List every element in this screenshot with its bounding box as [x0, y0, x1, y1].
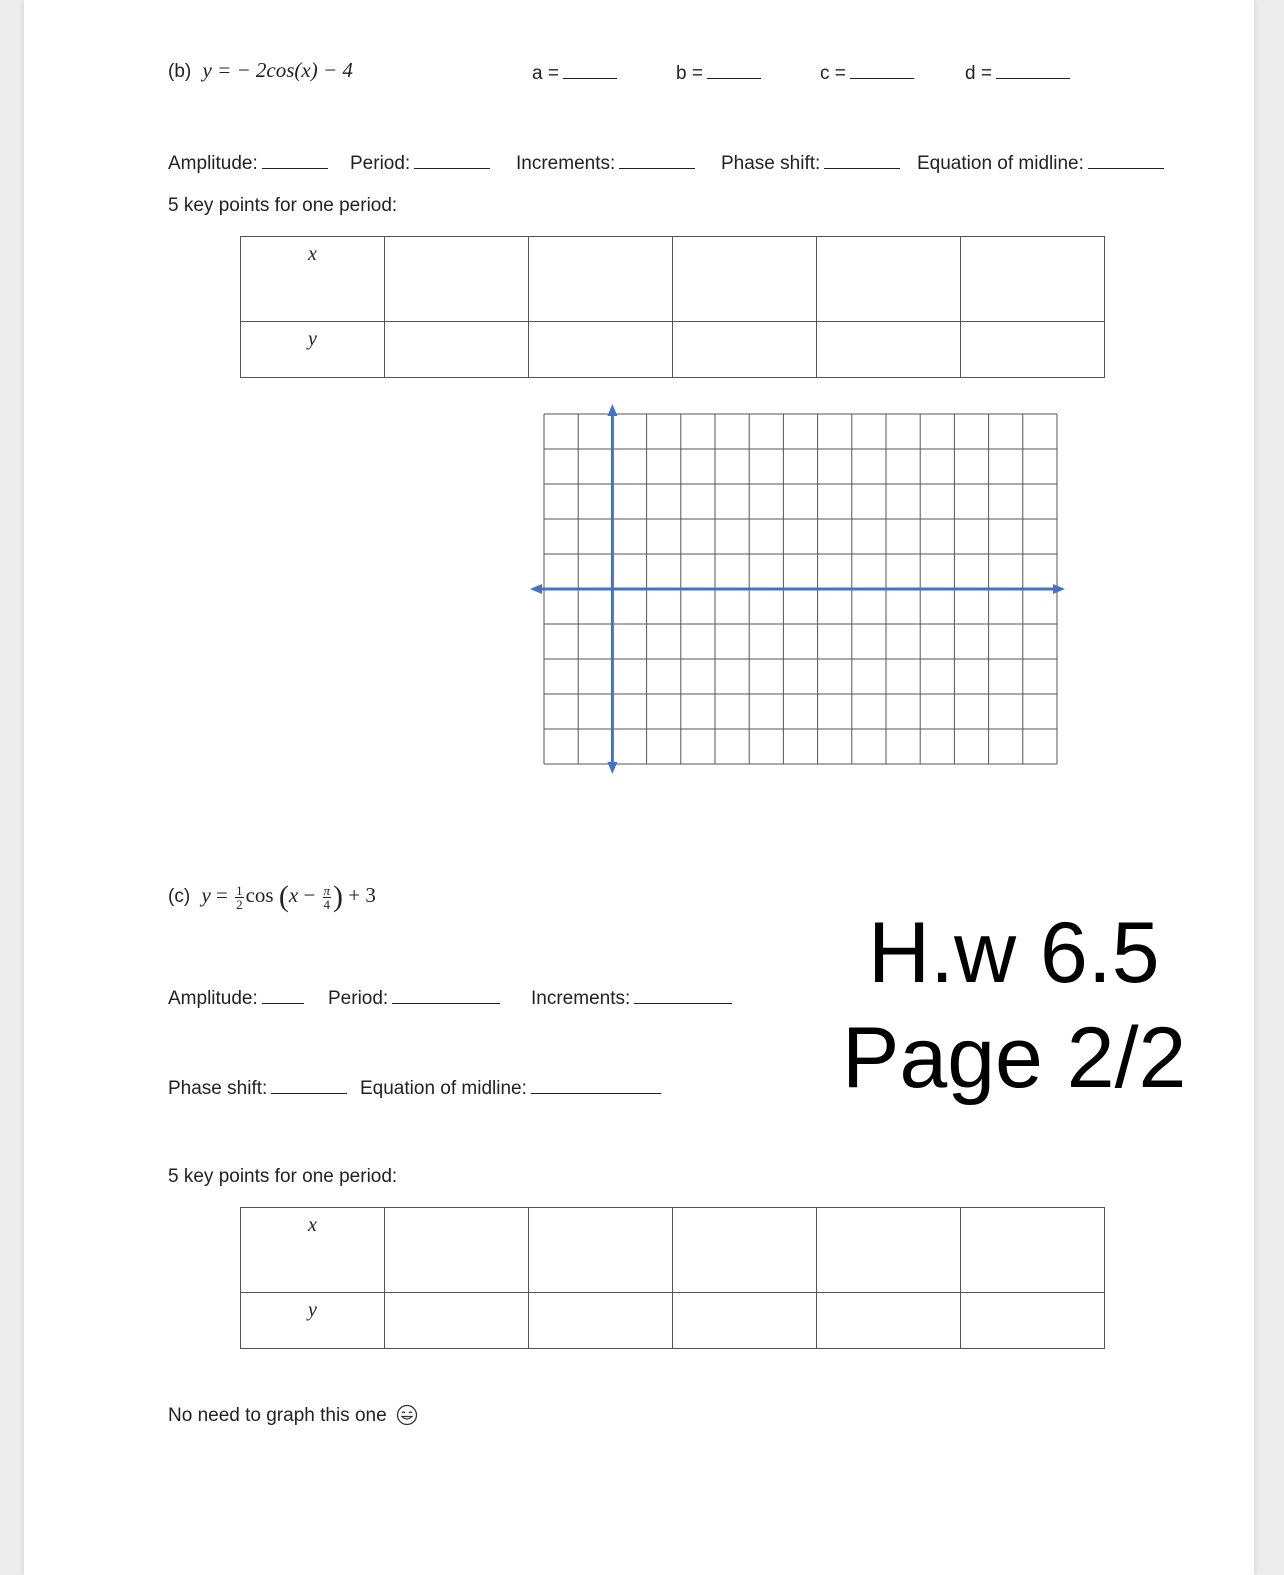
table-cell[interactable] — [961, 1208, 1105, 1293]
b-midline-field[interactable] — [917, 150, 1164, 175]
eq-frac-den: 2 — [236, 896, 243, 912]
c-amplitude-blank[interactable] — [262, 985, 304, 1004]
b-increments-label: Increments: — [516, 153, 616, 174]
a-label: a = — [532, 63, 559, 84]
eq-fraction-pi-4 — [323, 884, 332, 911]
table-cell[interactable] — [817, 322, 961, 378]
c-amplitude-label: Amplitude: — [168, 988, 258, 1009]
table-cell[interactable] — [817, 237, 961, 322]
b-period-blank[interactable] — [414, 150, 490, 169]
b-key-points-table — [240, 236, 1105, 378]
b-increments-blank[interactable] — [619, 150, 695, 169]
table-cell[interactable] — [529, 322, 673, 378]
c-phase-shift-label: Phase shift: — [168, 1078, 268, 1099]
part-b-equation — [168, 58, 353, 83]
c-increments-field[interactable] — [531, 985, 732, 1010]
c-label: c = — [820, 63, 846, 84]
hw-title-line2: Page 2/2 — [842, 1010, 1187, 1106]
c-midline-blank[interactable] — [531, 1075, 661, 1094]
no-graph-note — [168, 1404, 418, 1427]
c-increments-label: Increments: — [531, 988, 631, 1009]
eq-pi-den: 4 — [323, 896, 331, 912]
table-cell[interactable] — [385, 237, 529, 322]
table-cell[interactable] — [673, 1208, 817, 1293]
b-amplitude-field[interactable] — [168, 150, 328, 175]
c-blank[interactable] — [850, 60, 914, 79]
b-table-y-header — [241, 322, 385, 378]
table-cell[interactable] — [529, 237, 673, 322]
c-field[interactable] — [820, 60, 914, 85]
table-cell[interactable] — [385, 1208, 529, 1293]
part-b-label: (b) — [168, 61, 192, 82]
c-phase-shift-blank[interactable] — [271, 1075, 347, 1094]
table-cell[interactable] — [961, 1293, 1105, 1349]
c-phase-shift-field[interactable] — [168, 1075, 347, 1100]
b-period-label: Period: — [350, 153, 411, 174]
c-table-x-label: x — [308, 1214, 317, 1236]
c-key-points-table — [240, 1207, 1105, 1349]
table-cell[interactable] — [673, 237, 817, 322]
eq-open-paren: ( — [278, 880, 289, 913]
b-amplitude-label: Amplitude: — [168, 153, 258, 174]
table-row — [241, 322, 1105, 378]
eq-cos: cos — [245, 882, 274, 907]
b-blank[interactable] — [707, 60, 761, 79]
d-field[interactable] — [965, 60, 1070, 85]
b-midline-label: Equation of midline: — [917, 153, 1084, 174]
b-phase-shift-label: Phase shift: — [721, 153, 821, 174]
no-graph-note-text: No need to graph this one — [168, 1405, 387, 1426]
table-cell[interactable] — [529, 1293, 673, 1349]
table-cell[interactable] — [817, 1293, 961, 1349]
c-amplitude-field[interactable] — [168, 985, 304, 1010]
c-key-points-label: 5 key points for one period: — [168, 1166, 398, 1187]
b-period-field[interactable] — [350, 150, 490, 175]
c-period-label: Period: — [328, 988, 389, 1009]
b-amplitude-blank[interactable] — [262, 150, 328, 169]
c-table-x-header — [241, 1208, 385, 1293]
x-axis-right-arrow — [1053, 584, 1065, 594]
c-table-y-header — [241, 1293, 385, 1349]
table-cell[interactable] — [961, 237, 1105, 322]
b-key-points-label: 5 key points for one period: — [168, 195, 398, 216]
table-row — [241, 1293, 1105, 1349]
c-midline-field[interactable] — [360, 1075, 661, 1100]
eq-equals: = — [216, 882, 228, 907]
table-row — [241, 1208, 1105, 1293]
b-phase-shift-blank[interactable] — [824, 150, 900, 169]
a-blank[interactable] — [563, 60, 617, 79]
c-table-y-label: y — [308, 1299, 317, 1321]
table-cell[interactable] — [385, 322, 529, 378]
hw-title-line1: H.w 6.5 — [868, 905, 1160, 1001]
worksheet-page — [24, 0, 1254, 1575]
eq-y: y — [201, 882, 211, 907]
eq-pi-num: π — [323, 882, 331, 898]
eq-close-paren: ) — [333, 880, 344, 913]
part-c-equation-text — [201, 880, 376, 913]
d-blank[interactable] — [996, 60, 1070, 79]
part-b-equation-text: y = − 2cos(x) − 4 — [202, 58, 353, 82]
table-cell[interactable] — [961, 322, 1105, 378]
c-increments-blank[interactable] — [634, 985, 732, 1004]
graph-grid[interactable] — [528, 400, 1068, 780]
table-cell[interactable] — [673, 1293, 817, 1349]
c-period-blank[interactable] — [392, 985, 500, 1004]
eq-tail: + 3 — [348, 882, 376, 907]
b-midline-blank[interactable] — [1088, 150, 1164, 169]
part-c-equation — [168, 880, 376, 914]
b-table-y-label: y — [308, 328, 317, 350]
b-label: b = — [676, 63, 703, 84]
eq-fraction-half — [235, 884, 244, 911]
b-field[interactable] — [676, 60, 761, 85]
smiley-icon — [396, 1404, 418, 1426]
x-axis-left-arrow — [530, 584, 542, 594]
part-c-label: (c) — [168, 885, 191, 907]
table-row — [241, 237, 1105, 322]
a-field[interactable] — [532, 60, 617, 85]
eq-frac-num: 1 — [236, 882, 243, 898]
table-cell[interactable] — [529, 1208, 673, 1293]
axes — [530, 404, 1065, 774]
d-label: d = — [965, 63, 992, 84]
b-phase-shift-field[interactable] — [721, 150, 900, 175]
table-cell[interactable] — [673, 322, 817, 378]
y-axis-up-arrow — [607, 404, 617, 416]
table-cell[interactable] — [817, 1208, 961, 1293]
b-increments-field[interactable] — [516, 150, 695, 175]
b-table-x-header — [241, 237, 385, 322]
table-cell[interactable] — [385, 1293, 529, 1349]
eq-x: x — [288, 882, 299, 907]
eq-minus: − — [303, 882, 316, 907]
b-table-x-label: x — [308, 243, 317, 265]
c-midline-label: Equation of midline: — [360, 1078, 527, 1099]
c-period-field[interactable] — [328, 985, 500, 1010]
y-axis-down-arrow — [607, 762, 617, 774]
